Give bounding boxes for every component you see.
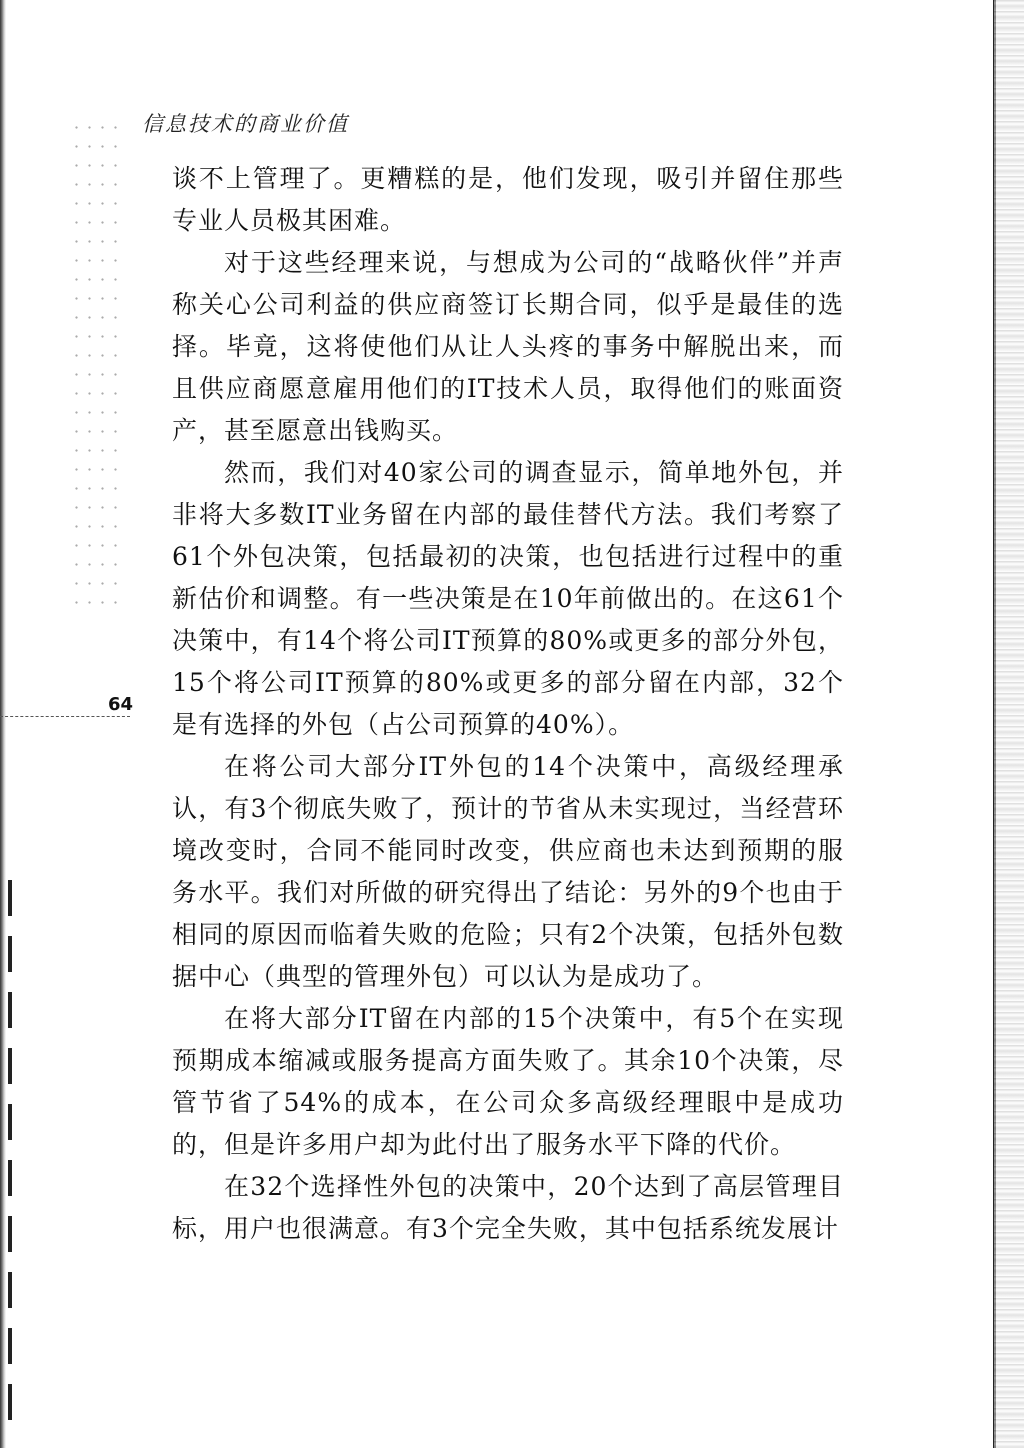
- paragraph: 在将公司大部分IT外包的14个决策中，高级经理承认，有3个彻底失败了，预计的节省从未实现过，当经营环境改变时，合同不能同时改变，供应商也未达到预期的服务水平。我们对所做的研究得出了结论：另外的9个也由于相同的原因而临着失败的危险；只有2个决策，包括外包数据中心（典型的管理外包）可以认为是成功了。: [172, 752, 844, 991]
- paragraph: 在32个选择性外包的决策中，20个达到了高层管理目标，用户也很满意。有3个完全失败，其中包括系统发展计: [172, 1172, 844, 1243]
- paragraph: 然而，我们对40家公司的调查显示，简单地外包，并非将大多数IT业务留在内部的最佳替代方法。我们考察了61个外包决策，包括最初的决策，也包括进行过程中的重新估价和调整。有一些决策是在10年前做出的。在这61个决策中，有14个将公司IT预算的80%或更多的部分外包，15个将公司IT预算的80%或更多的部分留在内部，32个是有选择的外包（占公司预算的40%）。: [172, 458, 844, 739]
- body-text: [172, 158, 844, 1250]
- page-number: 64: [108, 694, 134, 715]
- scan-edge-left: [0, 0, 6, 1448]
- paragraph: 对于这些经理来说，与想成为公司的“战略伙伴”并声称关心公司利益的供应商签订长期合同，似乎是最佳的选择。毕竟，这将使他们从让人头疼的事务中解脱出来，而且供应商愿意雇用他们的IT技术人员，取得他们的账面资产，甚至愿意出钱购买。: [172, 248, 844, 445]
- page-number-rule: [0, 716, 130, 717]
- margin-speckles: [70, 118, 120, 608]
- paragraph-continued: 谈不上管理了。更糟糕的是，他们发现，吸引并留住那些专业人员极其困难。: [172, 164, 844, 235]
- gutter-marks: [8, 880, 12, 1440]
- paragraph: 在将大部分IT留在内部的15个决策中，有5个在实现预期成本缩减或服务提高方面失败了。其余10个决策，尽管节省了54%的成本，在公司众多高级经理眼中是成功的，但是许多用户却为此付出了服务水平下降的代价。: [172, 1004, 844, 1159]
- running-header: 信息技术的商业价值: [142, 112, 349, 136]
- scan-edge-right: [994, 0, 1024, 1448]
